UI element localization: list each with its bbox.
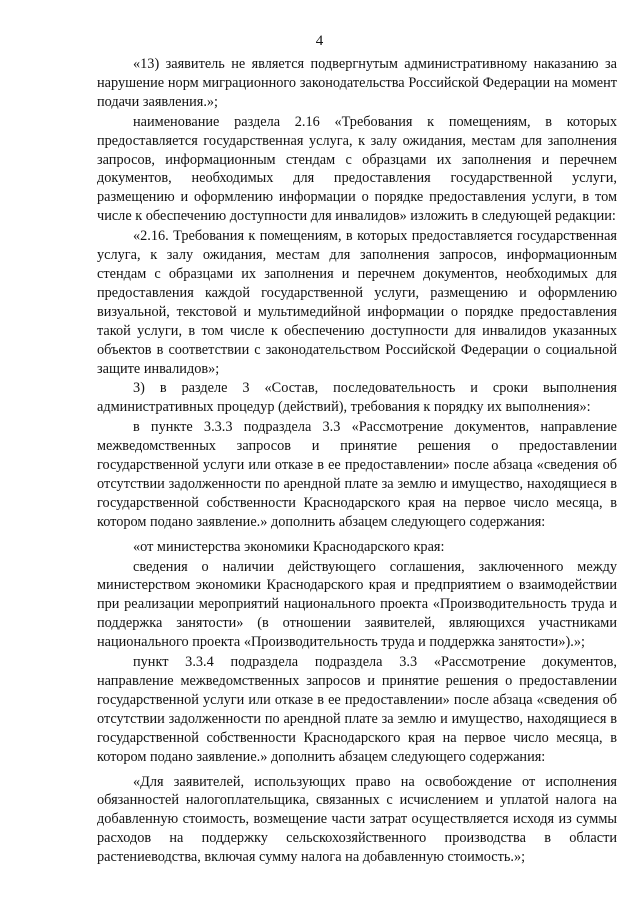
paragraph-vat-exemption: «Для заявителей, использующих право на освобождение от исполнения обязанностей налогоплательщика, связанных с исчислением и уплатой налога на добавленную стоимость, возмещение части затрат осуществляется исходя из суммы расходов на поддержку сельскохозяйственного производства в области растениеводства, включая сумму налога на добавленную стоимость.»;	[97, 773, 617, 866]
paragraph-ministry: «от министерства экономики Краснодарского края:	[133, 538, 445, 555]
paragraph-section-3: 3) в разделе 3 «Состав, последовательность и сроки выполнения административных процедур (действий), требования к порядку их выполнения»:	[97, 380, 617, 416]
paragraph-section-2-16-title: наименование раздела 2.16 «Требования к помещениям, в которых предоставляется государственная услуга, к залу ожидания, местам для заполнения запросов, информационным стендам с образцами их заполнения и перечнем документов, необходимых для предоставления государственной услуги, размещению и оформлению информации о порядке предоставления услуги, в том числе к обеспечению доступности для инвалидов» изложить в следующей редакции:	[97, 113, 617, 225]
paragraph-item-13: «13) заявитель не является подвергнутым административному наказанию за нарушение норм миграционного законодательства Российской Федерации на момент подачи заявления.»;	[97, 56, 617, 110]
page-number: 4	[315, 33, 324, 49]
paragraph-section-2-16-text: «2.16. Требования к помещениям, в которых предоставляется государственная услуга, к залу ожидания, местам для заполнения запросов, информационным стендам с образцами их заполнения и перечнем документов, необходимых для предоставления каждой государственной услуги, размещению и оформлению визуальной, текстовой и мультимедийной информации о порядке предоставления такой услуги, в том числе к обеспечению доступности для инвалидов указанных объектов в соответствии с законодательством Российской Федерации о социальной защите инвалидов»;	[97, 228, 617, 377]
document-body	[97, 55, 617, 868]
paragraph-item-3-3-3: в пункте 3.3.3 подраздела 3.3 «Рассмотрение документов, направление межведомственных запросов и принятие решения о предоставлении государственной услуги или отказе в ее предоставлении» после абзаца «сведения об отсутствии задолженности по арендной плате за землю и имущество, находящиеся в государственной собственности Краснодарского края на первое число месяца, в котором подано заявление.» дополнить абзацем следующего содержания:	[97, 419, 617, 530]
paragraph-item-3-3-4: пункт 3.3.4 подраздела подраздела 3.3 «Рассмотрение документов, направление межведомственных запросов и принятие решения о предоставлении государственной услуги или отказе в ее предоставлении» после абзаца «сведения об отсутствии задолженности по арендной плате за землю и имущество, находящиеся в государственной собственности Краснодарского края на первое число месяца, в котором подано заявление.» дополнить абзацем следующего содержания:	[97, 654, 617, 765]
paragraph-agreement-info: сведения о наличии действующего соглашения, заключенного между министерством экономики Краснодарского края и предприятием о взаимодействии при реализации мероприятий национального проекта «Производительность труда и поддержка занятости» (в отношении заявителей, являющихся участниками национального проекта «Производительность труда и поддержка занятости»).»;	[97, 558, 617, 651]
